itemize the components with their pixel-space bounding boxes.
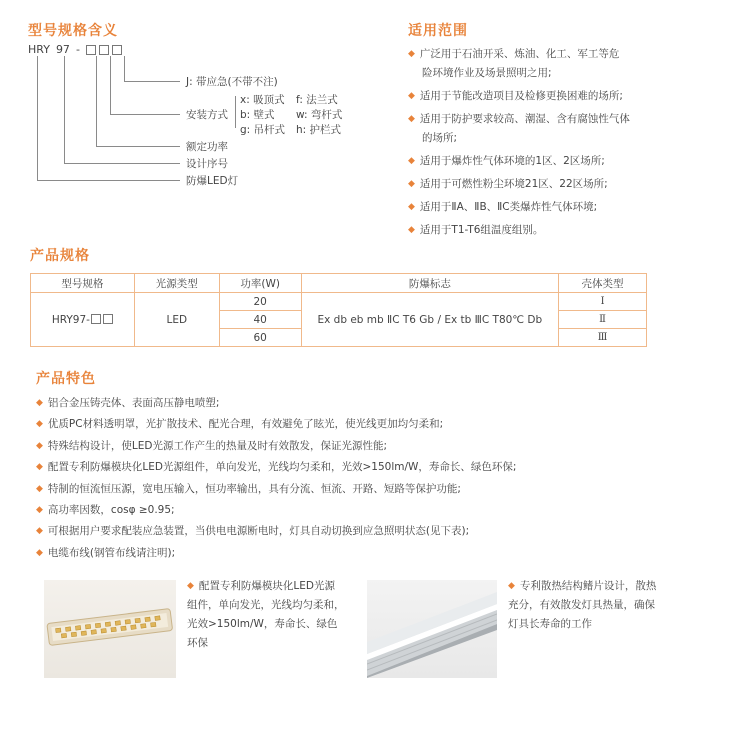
diamond-bullet-icon: ◆	[408, 49, 415, 59]
rated-power-label: 额定功率	[186, 141, 228, 153]
power-cell: 20	[219, 293, 301, 311]
diamond-bullet-icon: ◆	[36, 462, 43, 473]
led-module-photo	[44, 580, 176, 678]
list-item: ◆ 优质PC材料透明罩，光扩散技术、配光合理，有效避免了眩光，使光线更加均匀柔和;	[36, 418, 444, 431]
model-section-title: 型号规格含义	[28, 23, 118, 39]
list-item: ◆ 适用于T1-T6组温度组别。	[408, 221, 738, 240]
features-title: 产品特色	[36, 371, 96, 387]
list-item: ◆ 铝合金压铸壳体、表面高压静电喷塑;	[36, 397, 220, 409]
model-code-dash: -	[75, 43, 80, 56]
list-item: ◆ 适用于节能改造项目及检修更换困难的场所;	[408, 87, 738, 106]
list-item: ◆ 适用于防护要求较高、潮湿、含有腐蚀性气体	[408, 110, 738, 129]
list-item: ◆ 高功率因数，cosφ ≥0.95;	[36, 503, 175, 516]
list-item: 的场所;	[422, 132, 458, 144]
diamond-bullet-icon: ◆	[187, 581, 194, 591]
code-box	[91, 314, 101, 324]
option-j: J: 带应急(不带不注)	[186, 76, 278, 88]
diamond-bullet-icon: ◆	[408, 225, 415, 235]
code-box	[103, 314, 113, 324]
diamond-bullet-icon: ◆	[36, 526, 43, 537]
mount-b: b: 壁式	[240, 109, 275, 121]
list-item: ◆ 电缆布线(钢管布线请注明);	[36, 546, 176, 559]
left-photo-note: ◆ 配置专利防爆模块化LED光源 组件，单向发光，光线均匀柔和， 光效>150lm/W，寿命长、绿色 环保	[187, 577, 367, 653]
model-code-number: 97	[55, 43, 70, 56]
code-box-1	[86, 45, 96, 55]
application-list	[408, 45, 738, 244]
diamond-bullet-icon: ◆	[408, 91, 415, 101]
mount-h: h: 护栏式	[296, 124, 342, 136]
col-marking: 防爆标志	[301, 274, 559, 293]
light-cell: LED	[134, 293, 219, 347]
diamond-bullet-icon: ◆	[36, 440, 43, 451]
features-list	[36, 396, 726, 567]
diamond-bullet-icon: ◆	[408, 179, 415, 189]
col-light: 光源类型	[134, 274, 219, 293]
col-shell: 壳体类型	[559, 274, 647, 293]
diamond-bullet-icon: ◆	[36, 504, 43, 515]
list-item: ◆ 适用于爆炸性气体环境的1区、2区场所;	[408, 152, 738, 171]
heat-sink-photo	[367, 580, 497, 678]
mount-w: w: 弯杆式	[296, 109, 343, 121]
diamond-bullet-icon: ◆	[508, 581, 515, 591]
spec-table	[30, 273, 647, 347]
model-code-prefix: HRY	[28, 43, 50, 56]
shell-cell: Ⅰ	[559, 293, 647, 311]
spec-title: 产品规格	[30, 248, 90, 264]
diamond-bullet-icon: ◆	[36, 419, 43, 430]
power-cell: 40	[219, 311, 301, 329]
model-code	[28, 43, 125, 56]
mount-x: x: 吸顶式	[240, 94, 285, 106]
marking-cell: Ex db eb mb ⅡC T6 Gb / Ex tb ⅢC T80℃ Db	[301, 293, 559, 347]
table-row	[31, 293, 647, 311]
list-item: ◆ 配置专利防爆模块化LED光源组件，单向发光，光线均匀柔和，光效>150lm/W，寿命长、绿色环保;	[36, 461, 517, 474]
list-item: 险环境作业及场景照明之用;	[422, 67, 552, 79]
model-cell: HRY97-	[31, 293, 135, 347]
list-item: ◆ 适用于ⅡA、ⅡB、ⅡC类爆炸性气体环境;	[408, 198, 738, 217]
list-item: ◆ 特制的恒流恒压源，宽电压输入，恒功率输出，具有分流、恒流、开路、短路等保护功能;	[36, 482, 461, 495]
list-item: ◆ 适用于可燃性粉尘环境21区、22区场所;	[408, 175, 738, 194]
list-item: ◆ 可根据用户要求配装应急装置，当供电电源断电时，灯具自动切换到应急照明状态(见下表);	[36, 525, 470, 538]
code-box-2	[99, 45, 109, 55]
diamond-bullet-icon: ◆	[36, 547, 43, 558]
col-power: 功率(W)	[219, 274, 301, 293]
power-cell: 60	[219, 329, 301, 347]
col-model: 型号规格	[31, 274, 135, 293]
code-box-3	[112, 45, 122, 55]
list-item: ◆ 特殊结构设计，使LED光源工作产生的热量及时有效散发，保证光源性能;	[36, 439, 388, 452]
shell-cell: Ⅲ	[559, 329, 647, 347]
shell-cell: Ⅱ	[559, 311, 647, 329]
mount-f: f: 法兰式	[296, 94, 338, 106]
mount-g: g: 吊杆式	[240, 124, 286, 136]
application-title: 适用范围	[408, 23, 468, 39]
diamond-bullet-icon: ◆	[408, 202, 415, 212]
design-serial-label: 设计序号	[186, 158, 228, 170]
diamond-bullet-icon: ◆	[408, 114, 415, 124]
right-photo-note: ◆ 专利散热结构鳍片设计，散热 充分，有效散发灯具热量，确保 灯具长寿命的工作	[508, 577, 688, 634]
list-item: ◆ 广泛用于石油开采、炼油、化工、军工等危	[408, 45, 738, 64]
mount-label: 安装方式	[186, 109, 228, 121]
table-header-row	[31, 274, 647, 293]
diamond-bullet-icon: ◆	[36, 398, 43, 408]
led-lamp-label: 防爆LED灯	[186, 175, 239, 187]
diamond-bullet-icon: ◆	[408, 156, 415, 166]
diamond-bullet-icon: ◆	[36, 483, 43, 494]
